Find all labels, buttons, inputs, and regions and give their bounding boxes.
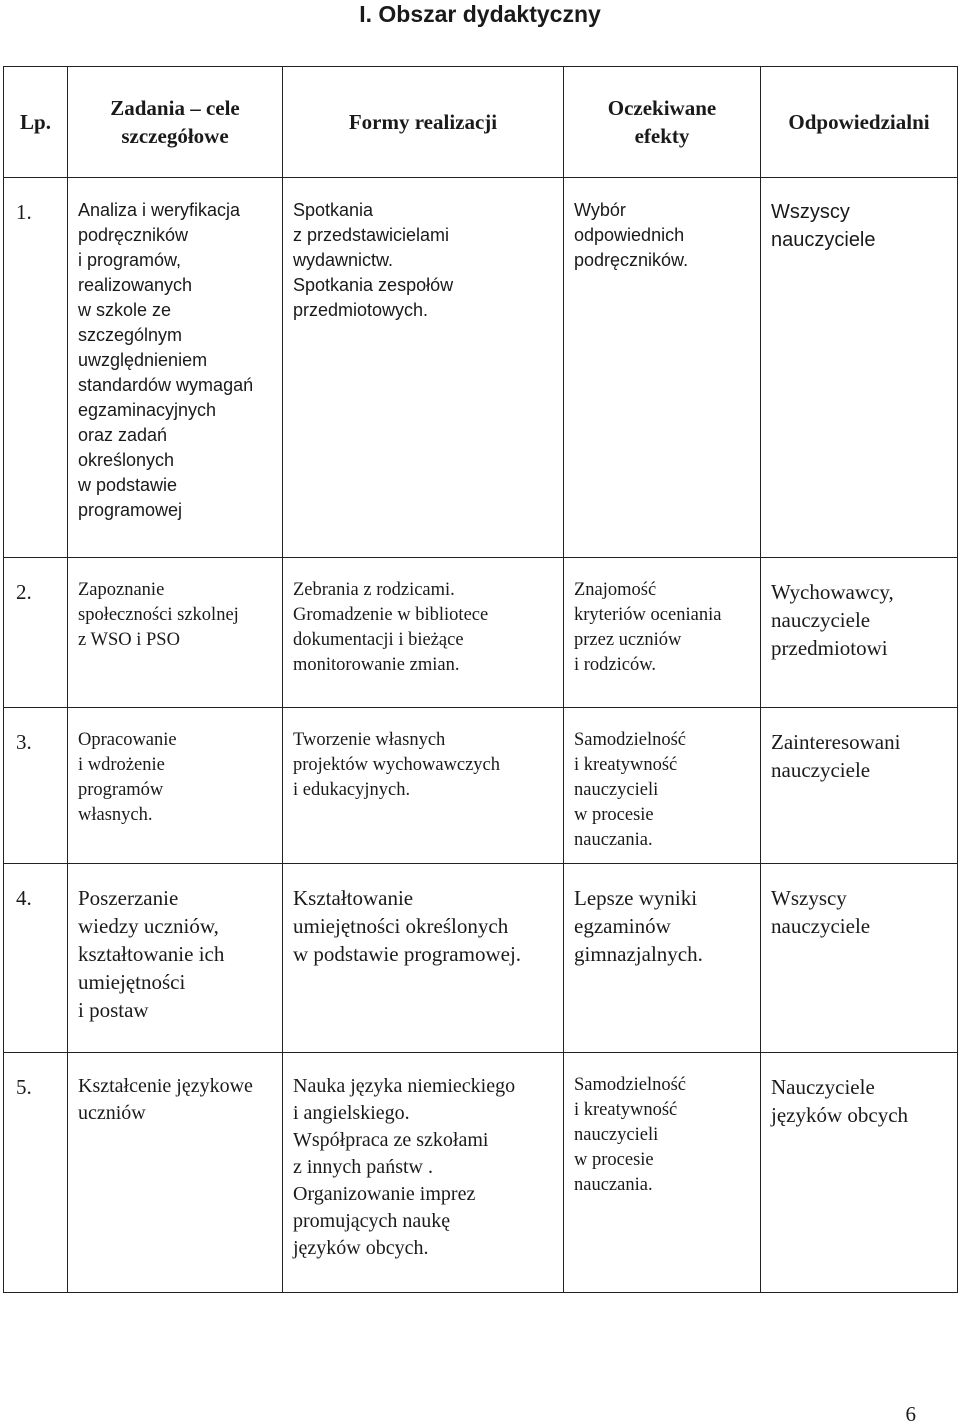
effects-text: Samodzielność i kreatywność nauczycieli w procesie nauczania.	[574, 730, 687, 850]
responsible-cell	[761, 1053, 958, 1293]
responsible-cell	[761, 864, 958, 1053]
task-cell	[68, 178, 283, 558]
effects-cell	[564, 178, 761, 558]
responsible-cell	[761, 558, 958, 708]
effects-cell	[564, 708, 761, 864]
task-text: Kształcenie językowe uczniów	[78, 1075, 253, 1124]
row-lp-cell	[4, 1053, 68, 1293]
row-lp-cell	[4, 708, 68, 864]
row-lp: 4.	[16, 886, 32, 910]
table-row	[4, 864, 958, 1053]
responsible-text: Wychowawcy, nauczyciele przedmiotowi	[771, 580, 894, 660]
row-lp: 2.	[16, 580, 32, 604]
row-lp-cell	[4, 864, 68, 1053]
effects-text: Lepsze wyniki egzaminów gimnazjalnych.	[574, 886, 703, 966]
page-title: I. Obszar dydaktyczny	[359, 1, 601, 27]
task-cell	[68, 1053, 283, 1293]
forms-cell	[283, 864, 564, 1053]
forms-cell	[283, 178, 564, 558]
header-lp: Lp.	[4, 67, 68, 178]
effects-cell	[564, 864, 761, 1053]
task-text: Opracowanie i wdrożenie programów własnych.	[78, 730, 177, 825]
task-cell	[68, 558, 283, 708]
forms-text: Kształtowanie umiejętności określonych w podstawie programowej.	[293, 886, 522, 966]
table-row	[4, 178, 958, 558]
row-lp: 5.	[16, 1075, 32, 1099]
task-text: Poszerzanie wiedzy uczniów, kształtowanie ich umiejętności i postaw	[78, 886, 225, 1022]
forms-text: Nauka języka niemieckiego i angielskiego. Współpraca ze szkołami z innych państw . Organizowanie imprez promujących naukę języków obcych.	[293, 1075, 516, 1259]
task-cell	[68, 708, 283, 864]
row-lp-cell	[4, 178, 68, 558]
row-lp-cell	[4, 558, 68, 708]
header-tasks: Zadania – cele szczegółowe	[68, 67, 283, 178]
page-number: 6	[905, 1402, 916, 1426]
header-effects: Oczekiwane efekty	[564, 67, 761, 178]
task-cell	[68, 864, 283, 1053]
responsible-text: Nauczyciele języków obcych	[771, 1075, 909, 1127]
responsible-cell	[761, 708, 958, 864]
responsible-text: Wszyscy nauczyciele	[771, 201, 876, 251]
effects-text: Znajomość kryteriów oceniania przez uczniów i rodziców.	[574, 580, 722, 675]
forms-cell	[283, 558, 564, 708]
forms-text: Zebrania z rodzicami. Gromadzenie w bibliotece dokumentacji i bieżące monitorowanie zmian.	[293, 580, 489, 675]
row-lp: 1.	[16, 200, 32, 224]
responsible-text: Zainteresowani nauczyciele	[771, 730, 901, 782]
forms-cell	[283, 1053, 564, 1293]
header-forms: Formy realizacji	[283, 67, 564, 178]
forms-text: Spotkania z przedstawicielami wydawnictw. Spotkania zespołów przedmiotowych.	[293, 200, 454, 320]
plan-table	[3, 66, 958, 1293]
responsible-cell	[761, 178, 958, 558]
header-responsible: Odpowiedzialni	[761, 67, 958, 178]
header-row	[4, 67, 958, 178]
table-row	[4, 1053, 958, 1293]
effects-cell	[564, 1053, 761, 1293]
forms-cell	[283, 708, 564, 864]
task-text: Analiza i weryfikacja podręczników i programów, realizowanych w szkole ze szczególnym uwzględnieniem standardów wymagań egzaminacyjnych oraz zadań określonych w podstawie programowej	[78, 200, 254, 520]
responsible-text: Wszyscy nauczyciele	[771, 886, 871, 938]
table-row	[4, 708, 958, 864]
effects-text: Wybór odpowiednich podręczników.	[574, 200, 689, 270]
task-text: Zapoznanie społeczności szkolnej z WSO i PSO	[78, 580, 239, 650]
effects-cell	[564, 558, 761, 708]
effects-text: Samodzielność i kreatywność nauczycieli w procesie nauczania.	[574, 1075, 687, 1195]
row-lp: 3.	[16, 730, 32, 754]
forms-text: Tworzenie własnych projektów wychowawczych i edukacyjnych.	[293, 730, 501, 800]
table-row	[4, 558, 958, 708]
